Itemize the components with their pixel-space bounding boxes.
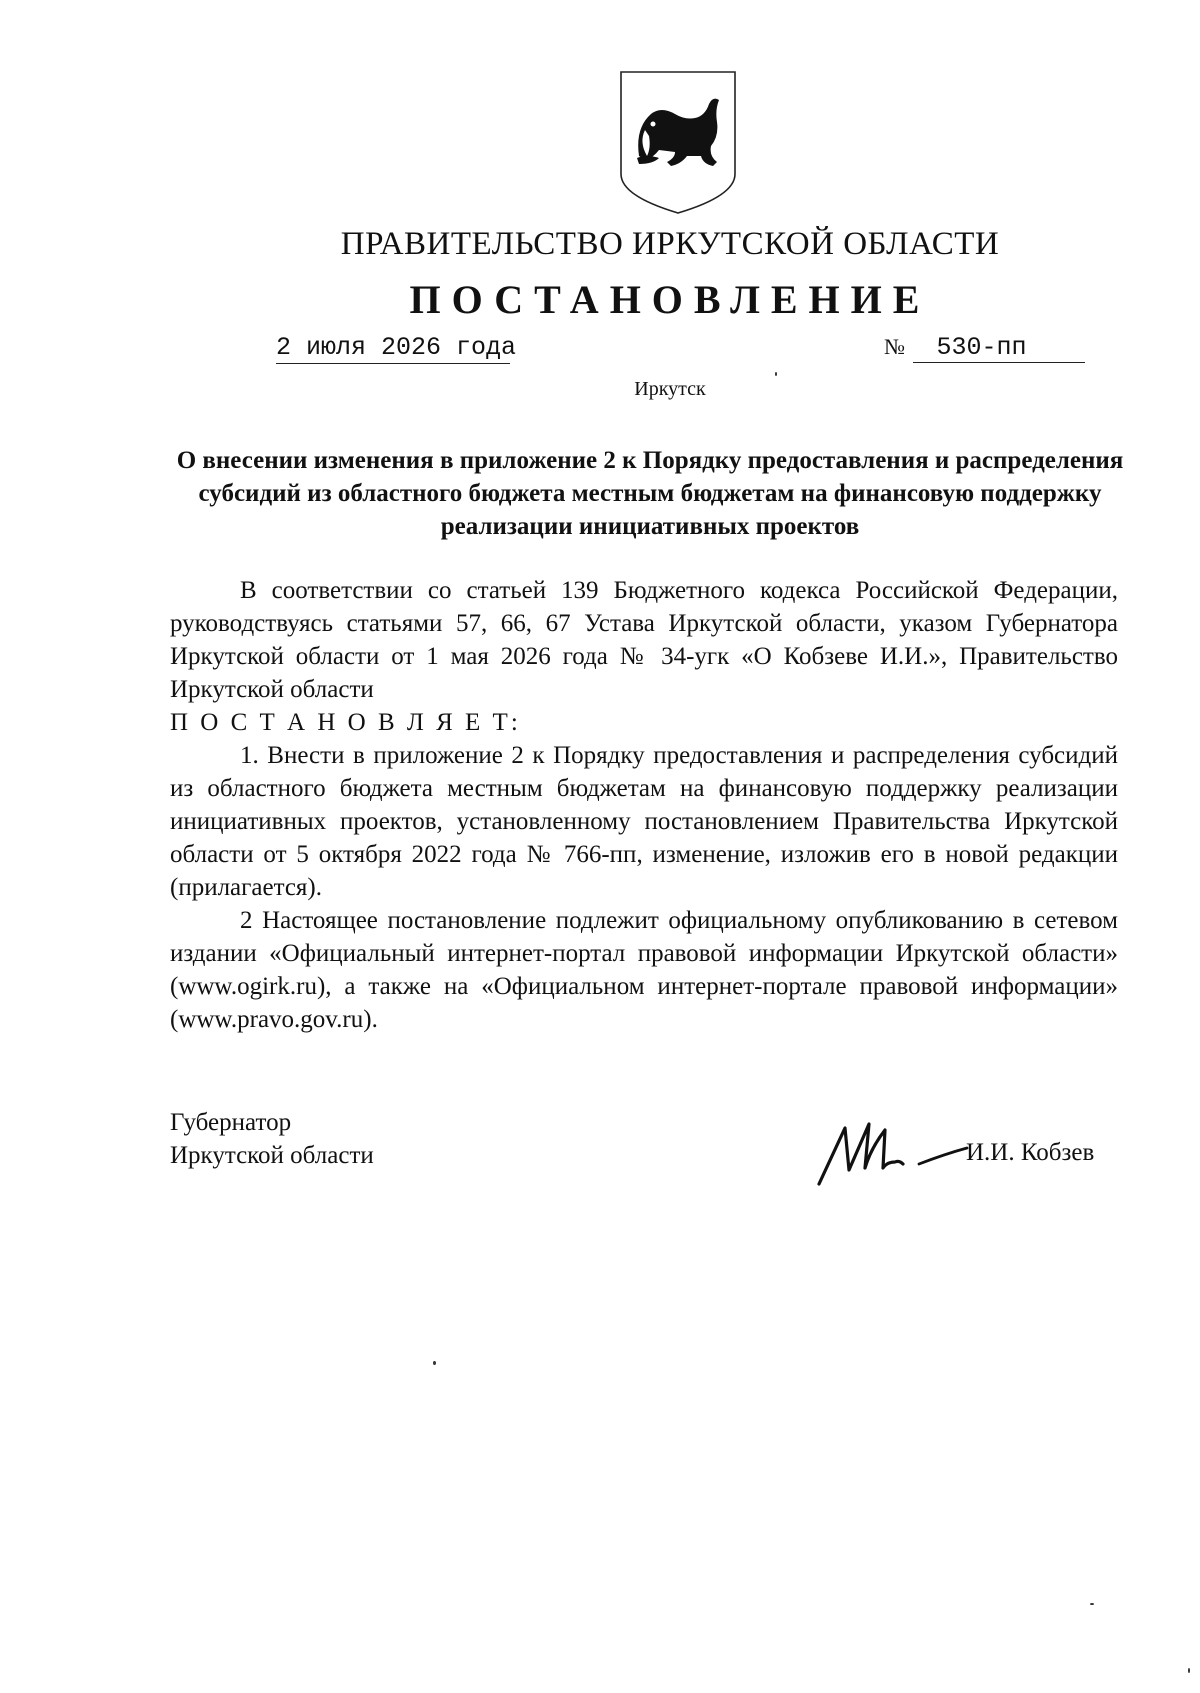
- issue-city: Иркутск: [634, 378, 706, 400]
- document-number-field: [884, 333, 1085, 363]
- scan-speck: [775, 372, 777, 376]
- item-2-paragraph: 2 Настоящее постановление подлежит официальному опубликованию в сетевом издании «Официальный интернет-портал правовой информации Иркутской области» (www.ogirk.ru), а также на «Официальном интернет-портале правовой информации» (www.pravo.gov.ru).: [170, 907, 1118, 1033]
- number-sign: №: [884, 334, 905, 359]
- document-number: 530-пп: [913, 333, 1085, 363]
- item-1-paragraph: 1. Внести в приложение 2 к Порядку предоставления и распределения субсидий из областного бюджета местным бюджетам на финансовую поддержку реализации инициативных проектов, установленному постановлением Правительства Иркутской области от 5 октября 2022 года № 766-пп, изменение, изложив его в новой редакции (прилагается).: [170, 742, 1118, 901]
- scan-speck: [1188, 1668, 1190, 1673]
- document-title: О внесении изменения в приложение 2 к Порядку предоставления и распределения субсидий из областного бюджета местным бюджетам на финансовую поддержку реализации инициативных проектов: [176, 447, 1124, 540]
- document-body: [170, 574, 1118, 1036]
- organization-name: ПРАВИТЕЛЬСТВО ИРКУТСКОЙ ОБЛАСТИ: [340, 226, 1000, 262]
- document-type-heading: ПОСТАНОВЛЕНИЕ: [409, 277, 931, 322]
- signer-position-line-1: Губернатор: [170, 1109, 292, 1136]
- document-date: 2 июля 2026 года: [276, 333, 517, 362]
- preamble-paragraph: В соответствии со статьей 139 Бюджетного кодекса Российской Федерации, руководствуясь статьями 57, 66, 67 Устава Иркутской области, указом Губернатора Иркутской области от 1 мая 2026 года № 34-угк «О Кобзеве И.И.», Правительство Иркутской области: [170, 577, 1118, 703]
- scan-speck: [1090, 1603, 1094, 1605]
- signer-position-line-2: Иркутской области: [170, 1142, 374, 1169]
- handwritten-signature-icon: [815, 1108, 985, 1188]
- scan-speck: [433, 1361, 436, 1365]
- resolves-heading: П О С Т А Н О В Л Я Е Т:: [170, 709, 521, 736]
- signer-position: [170, 1106, 374, 1172]
- signer-name: И.И. Кобзев: [966, 1139, 1095, 1166]
- coat-of-arms-icon: [617, 70, 739, 215]
